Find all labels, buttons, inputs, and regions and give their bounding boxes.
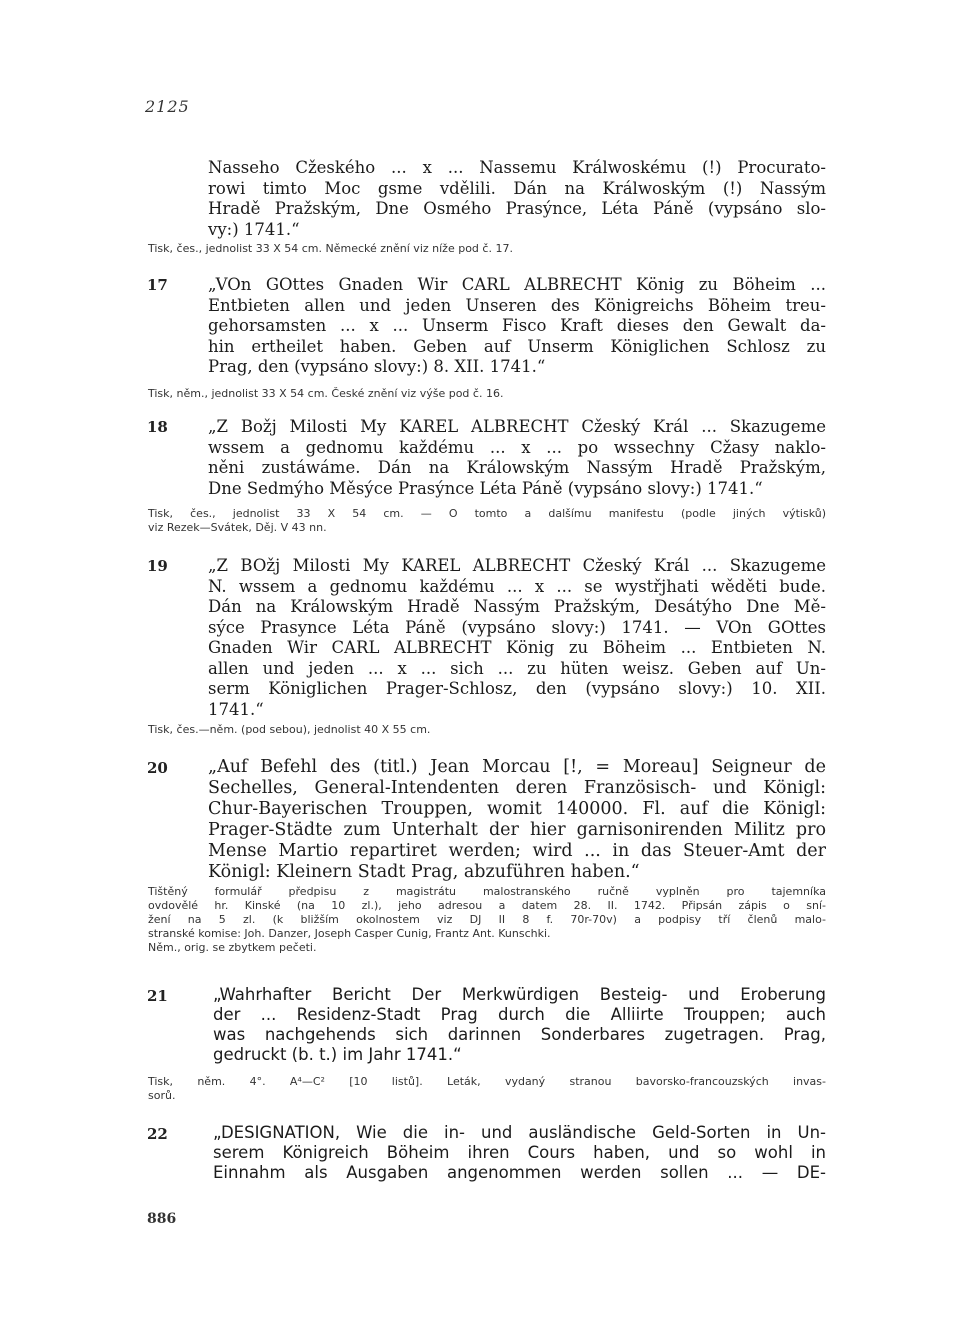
entry-number-20: 20 [147, 759, 168, 777]
entry-number-22: 22 [147, 1125, 168, 1143]
entry-16-text [208, 158, 826, 240]
entry-line: Einnahm als Ausgaben angenommen werden sollen ... — DE- [213, 1163, 826, 1182]
entry-19-note [148, 723, 826, 737]
entry-18-note [148, 507, 826, 535]
entry-line: Prag, den (vypsáno slovy:) 8. XII. 1741.“ [208, 357, 546, 376]
entry-line: der ... Residenz-Stadt Prag durch die Alliirte Trouppen; auch [213, 1005, 826, 1024]
entry-21-note [148, 1075, 826, 1103]
entry-22-text [213, 1123, 826, 1183]
entry-line: „Auf Befehl des (titl.) Jean Morcau [!, = Moreau] Seigneur de [208, 757, 826, 777]
entry-line: „Z BOžj Milosti My KAREL ALBRECHT Cžeský Král ... Skazugeme [208, 556, 826, 575]
entry-line: „Wahrhafter Bericht Der Merkwürdigen Besteig- und Eroberung [213, 985, 826, 1004]
note-line: Tisk, čes., jednolist 33 X 54 cm. Německé znění viz níže pod č. 17. [148, 242, 513, 255]
entry-line: N. wssem a gednomu každému ... x ... se wystřjhati wěděti bude. [208, 576, 826, 596]
entry-number-19: 19 [147, 557, 168, 575]
entry-line: Mense Martio repartiret werden; wird ... in das Steuer-Amt der [208, 841, 826, 861]
entry-line: „DESIGNATION, Wie die in- und ausländische Geld-Sorten in Un- [213, 1123, 826, 1142]
entry-number-18: 18 [147, 418, 168, 436]
entry-number-17: 17 [147, 276, 168, 294]
entry-line: allen und jeden ... x ... sich ... zu hüten weisz. Geben auf Un- [208, 658, 826, 678]
note-line: Tisk, čes., jednolist 33 X 54 cm. — O tomto a dalšímu manifestu (podle jiných výtisků) [148, 507, 826, 520]
entry-19-text [208, 556, 826, 720]
entry-line: rowi timto Moc gsme vdělili. Dán na Králwoským (!) Nassým [208, 178, 826, 198]
note-line: Tisk, čes.—něm. (pod sebou), jednolist 40 X 55 cm. [148, 723, 431, 736]
entry-line: „VOn GOttes Gnaden Wir CARL ALBRECHT König zu Böheim ... [208, 275, 826, 294]
note-line: Tisk, něm., jednolist 33 X 54 cm. České znění viz výše pod č. 16. [148, 387, 504, 400]
entry-line: Nasseho Cžeského ... x ... Nassemu Králwoskému (!) Procurato- [208, 158, 826, 177]
entry-16-note [148, 242, 826, 256]
note-line: žení na 5 zl. (k bližším okolnostem viz DJ II 8 f. 70r-70v) a podpisy tří členů malo- [148, 913, 826, 926]
entry-line: Königl: Kleinern Stadt Prag, abzuführen haben.“ [208, 862, 640, 882]
entry-17-note [148, 387, 826, 401]
entry-line: něni zustáwáme. Dán na Králowským Nassým Hradě Pražským, [208, 458, 826, 477]
entry-line: serem Königreich Böheim ihren Cours haben, und so wohl in [213, 1143, 826, 1162]
page-number-top: 2125 [145, 97, 190, 116]
note-line: stranské komise: Joh. Danzer, Joseph Casper Cunig, Frantz Ant. Kunschki. [148, 927, 551, 940]
entry-line: 1741.“ [208, 699, 264, 719]
entry-20-note [148, 885, 826, 955]
entry-line: vy:) 1741.“ [208, 219, 300, 239]
entry-line: gehorsamsten ... x ... Unserm Fisco Kraft dieses den Gewalt da- [208, 316, 826, 335]
entry-21-text [213, 985, 826, 1065]
note-line: Tištěný formulář předpisu z magistrátu malostranského ručně vyplněn pro tajemníka [148, 885, 826, 898]
entry-line: hin ertheilet haben. Geben auf Unserm Königlichen Schlosz zu [208, 336, 826, 356]
entry-line: wssem a gednomu každému ... x ... po wssechny Cžasy naklo- [208, 437, 826, 457]
page-number-bottom: 886 [147, 1211, 177, 1227]
note-line: Tisk, něm. 4°. A⁴—C² [10 listů]. Leták, vydaný stranou bavorsko-francouzských invas- [148, 1075, 826, 1088]
entry-line: gedruckt (b. t.) im Jahr 1741.“ [213, 1045, 462, 1064]
note-line: viz Rezek—Svátek, Děj. V 43 nn. [148, 521, 327, 534]
entry-line: Hradě Pražským, Dne Osmého Prasýnce, Léta Páně (vypsáno slo- [208, 199, 826, 218]
entry-17-text [208, 275, 826, 378]
entry-line: serm Königlichen Prager-Schlosz, den (vypsáno slovy:) 10. XII. [208, 679, 826, 698]
entry-line: sýce Prasynce Léta Páně (vypsáno slovy:) 1741. — VOn GOttes [208, 617, 826, 637]
entry-line: Chur-Bayerischen Trouppen, womit 140000. Fl. auf die Königl: [208, 799, 826, 819]
entry-line: Dán na Králowským Hradě Nassým Pražským, Desátýho Dne Mě- [208, 597, 826, 616]
entry-line: Dne Sedmýho Měsýce Prasýnce Léta Páně (vypsáno slovy:) 1741.“ [208, 478, 763, 498]
note-line: sorů. [148, 1089, 176, 1102]
entry-line: Entbieten allen und jeden Unseren des Königreichs Böheim treu- [208, 295, 826, 315]
entry-line: Sechelles, General-Intendenten deren Französisch- und Königl: [208, 778, 826, 798]
entry-line: was nachgehends sich darinnen Sonderbares zugetragen. Prag, [213, 1025, 826, 1044]
entry-line: Prager-Städte zum Unterhalt der hier garnisonirenden Militz pro [208, 820, 826, 840]
entry-number-21: 21 [147, 987, 168, 1005]
entry-line: „Z Božj Milosti My KAREL ALBRECHT Cžeský Král ... Skazugeme [208, 417, 826, 436]
entry-line: Gnaden Wir CARL ALBRECHT König zu Böheim ... Entbieten N. [208, 638, 826, 657]
entry-20-text [208, 757, 826, 883]
entry-18-text [208, 417, 826, 499]
note-line: Něm., orig. se zbytkem pečeti. [148, 941, 317, 954]
note-line: ovdovělé hr. Kinské (na 10 zl.), jeho adresou a datem 28. II. 1742. Připsán zápis o sní- [148, 899, 826, 912]
